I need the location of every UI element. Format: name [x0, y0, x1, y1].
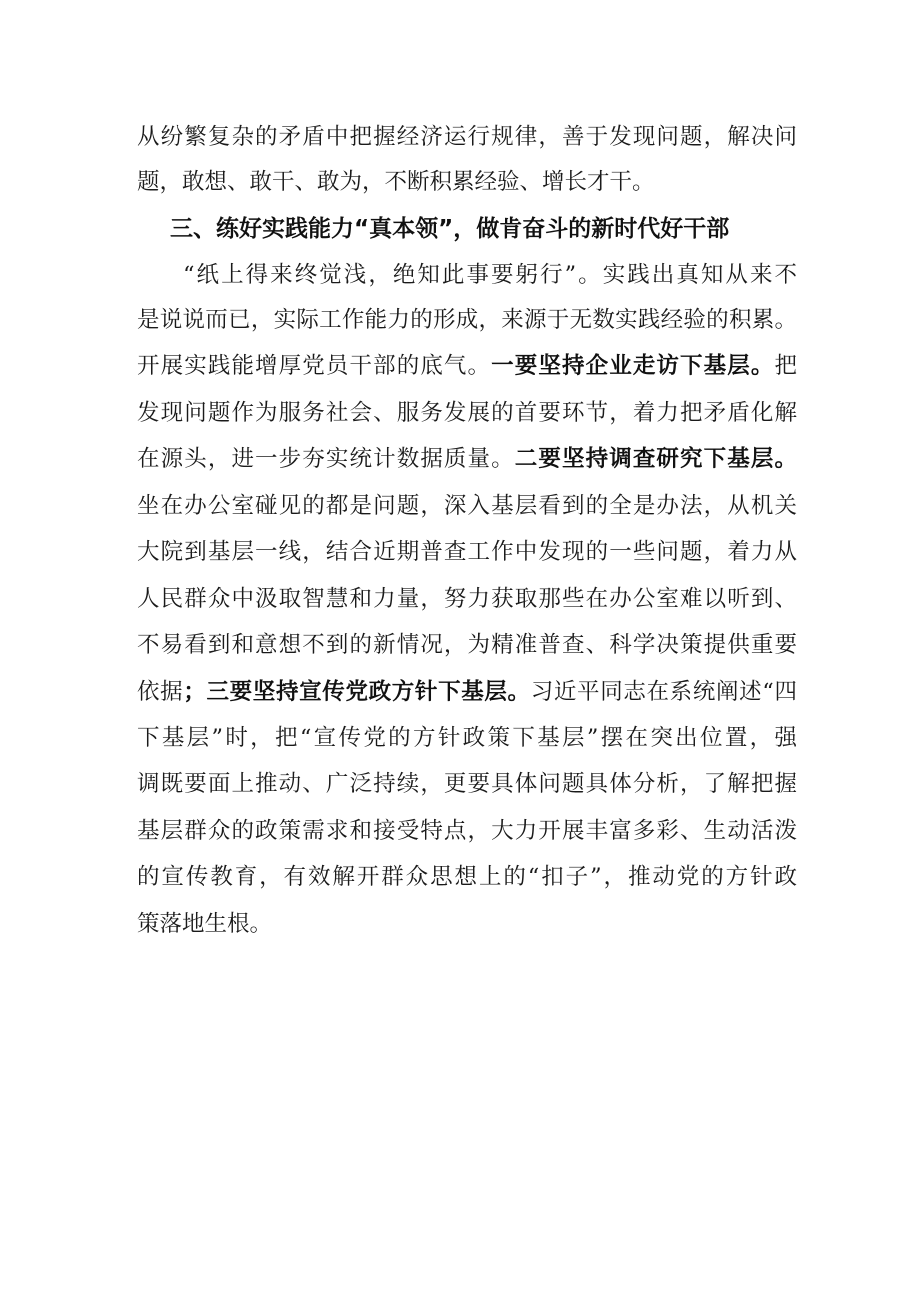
- paragraph-line: 下基层”时，把“宣传党的方针政策下基层”摆在突出位置，强: [137, 725, 797, 751]
- paragraph-line: 调既要面上推动、广泛持续，更要具体问题具体分析，了解把握: [137, 771, 797, 797]
- paragraph-line: [137, 344, 797, 388]
- paragraph-line: 策落地生根。: [137, 911, 273, 937]
- paragraph-line: 不易看到和意想不到的新情况，为精准普查、科学决策提供重要: [137, 632, 797, 658]
- plain-text: 把: [774, 353, 797, 379]
- paragraph-line: 是说说而已，实际工作能力的形成，来源于无数实践经验的积累。: [137, 307, 797, 333]
- paragraph-line: “纸上得来终觉浅，绝知此事要躬行”。实践出真知从来不: [183, 262, 797, 288]
- bold-point-one: 一要坚持企业走访下基层。: [491, 353, 775, 379]
- paragraph-line: 从纷繁复杂的矛盾中把握经济运行规律，善于发现问题，解决问: [137, 124, 797, 150]
- bold-point-two: 二要坚持调查研究下基层。: [514, 446, 797, 472]
- plain-text: 习近平同志在系统阐述“四: [530, 679, 797, 705]
- paragraph-line: 坐在办公室碰见的都是问题，深入基层看到的全是办法，从机关: [137, 493, 797, 519]
- paragraph-line: 的宣传教育，有效解开群众思想上的“扣子”，推动党的方针政: [137, 864, 797, 890]
- paragraph-line: [137, 437, 797, 481]
- paragraph-line: [137, 670, 797, 714]
- bold-point-three: ；三要坚持宣传党政方针下基层。: [183, 679, 531, 705]
- paragraph-line: 发现问题作为服务社会、服务发展的首要环节，着力把矛盾化解: [137, 400, 797, 426]
- plain-text: 开展实践能增厚党员干部的底气。: [137, 353, 492, 379]
- paragraph-line: 大院到基层一线，结合近期普查工作中发现的一些问题，着力从: [137, 539, 797, 565]
- paragraph-line: 基层群众的政策需求和接受特点，大力开展丰富多彩、生动活泼: [137, 818, 797, 844]
- plain-text: 依据: [137, 679, 184, 705]
- section-heading: 三、练好实践能力“真本领”，做肯奋斗的新时代好干部: [170, 216, 730, 242]
- paragraph-line: 人民群众中汲取智慧和力量，努力获取那些在办公室难以听到、: [137, 586, 797, 612]
- plain-text: 在源头，进一步夯实统计数据质量。: [137, 446, 515, 472]
- paragraph-line: 题，敢想、敢干、敢为，不断积累经验、增长才干。: [137, 169, 655, 195]
